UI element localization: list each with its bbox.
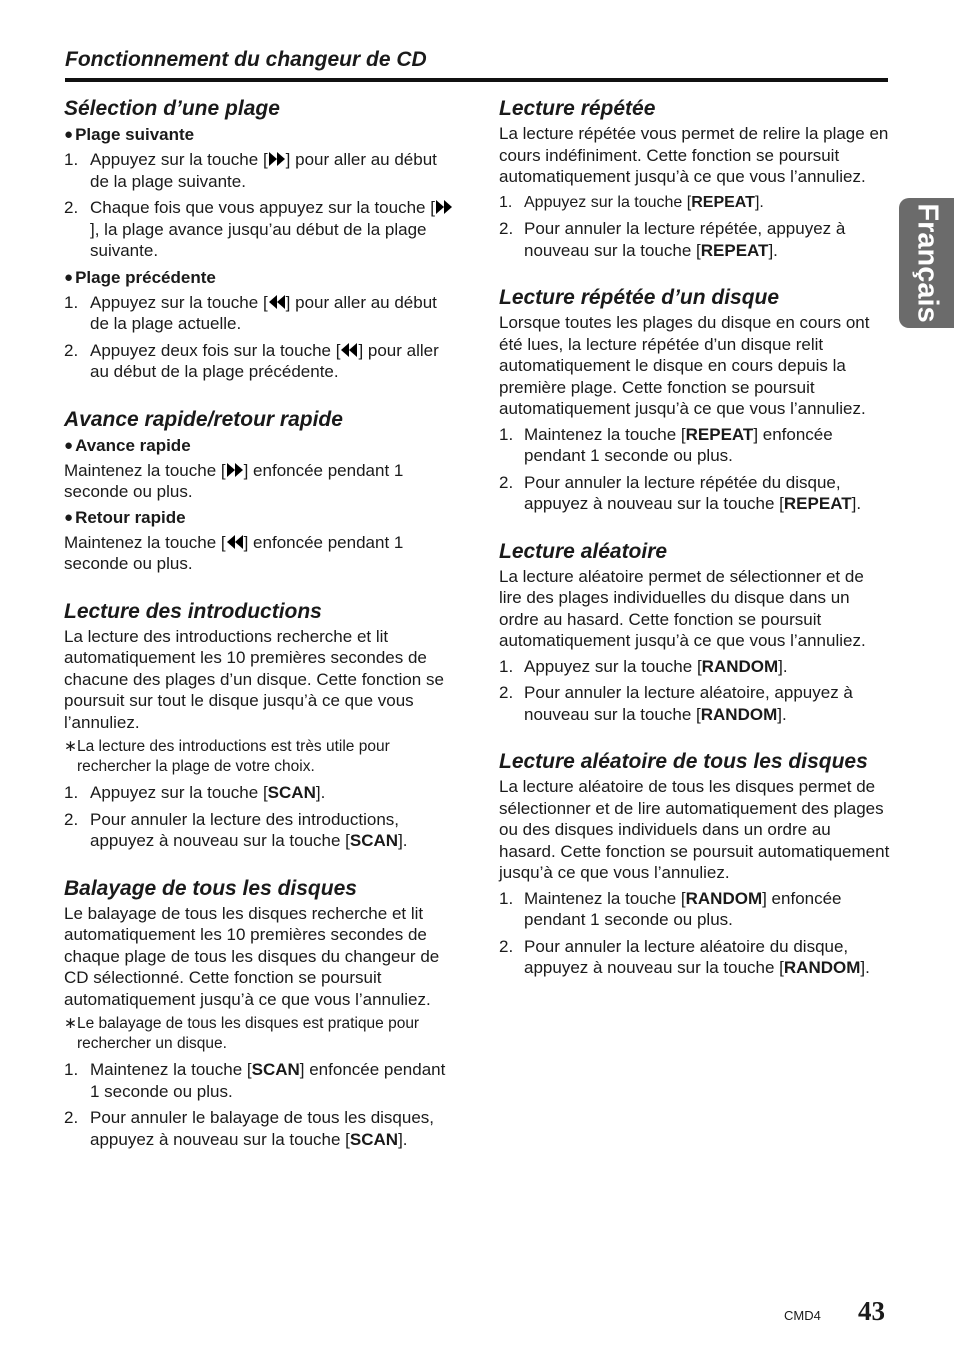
steps-list <box>64 149 456 262</box>
bullet-icon: ● <box>64 126 74 143</box>
key-label: SCAN <box>349 1129 399 1149</box>
list-item: 2. Pour annuler le balayage de tous les disques, appuyez à nouveau sur la touche [SCAN]. <box>64 1108 435 1149</box>
paragraph: La lecture répétée vous permet de relire la plage en cours indéfiniment. Cette fonction se poursuit automatiquement jusqu’à ce que vous l’annuliez. <box>499 124 889 186</box>
section-title: Sélection d’une plage <box>64 97 280 120</box>
section-fast-forward-rewind <box>64 407 456 575</box>
steps-list <box>64 782 456 852</box>
left-column <box>64 96 456 1174</box>
steps-list <box>499 656 891 726</box>
page-number: 43 <box>858 1296 885 1326</box>
section-title: Lecture répétée d’un disque <box>499 286 780 309</box>
section-all-disc-random <box>499 749 891 979</box>
paragraph: La lecture des introductions recherche et lit automatiquement les 10 premières secondes de chacune des plages d’un disque. Cette fonction se poursuit sur tout le disque jusqu’à ce que vous l’annuliez. <box>64 626 444 732</box>
key-label: SCAN <box>349 831 399 850</box>
key-label: SCAN <box>251 1060 300 1079</box>
language-tab-label: Français <box>911 203 943 323</box>
steps-list <box>499 192 891 262</box>
section-title: Lecture des introductions <box>64 599 322 623</box>
list-item: 1. Appuyez sur la touche [RANDOM]. <box>499 656 788 676</box>
key-label: REPEAT <box>685 424 754 444</box>
section-track-selection <box>64 96 456 383</box>
key-label: RANDOM <box>701 656 779 676</box>
section-title: Lecture aléatoire <box>499 539 668 563</box>
steps-list <box>499 888 891 979</box>
subheading-rewind: ● Retour rapide <box>64 507 186 527</box>
section-title: Lecture répétée <box>499 97 656 120</box>
paragraph: La lecture aléatoire de tous les disques permet de sélectionner et de lire automatiquement des plages ou des disques individuels dans un ordre au hasard. Cette fonction se poursuit automatiquement jusqu’à ce que vous l’annuliez. <box>499 777 890 882</box>
list-item: 1. Maintenez la touche [RANDOM] enfoncée pendant 1 seconde ou plus. <box>499 888 842 929</box>
section-disc-repeat <box>499 285 891 515</box>
section-random-play <box>499 539 891 726</box>
rewind-icon <box>226 534 244 550</box>
list-item: 2. Pour annuler la lecture des introductions, appuyez à nouveau sur la touche [SCAN]. <box>64 809 408 850</box>
list-item: 2. Pour annuler la lecture aléatoire du disque, appuyez à nouveau sur la touche [RANDOM]. <box>499 936 870 977</box>
list-item: 1. Maintenez la touche [REPEAT] enfoncée pendant 1 seconde ou plus. <box>499 424 833 465</box>
asterisk-icon: ∗ <box>64 1015 77 1032</box>
section-repeat-play <box>499 96 891 261</box>
model-code: CMD4 <box>784 1308 821 1323</box>
right-column <box>499 96 891 1003</box>
section-intro-play <box>64 599 456 852</box>
note: ∗ Le balayage de tous les disques est pratique pour rechercher un disque. <box>64 1015 420 1052</box>
key-label: REPEAT <box>783 494 852 513</box>
list-item: 2. Chaque fois que vous appuyez sur la touche [], la plage avance jusqu’au début de la plage suivante. <box>64 197 456 262</box>
steps-list <box>64 292 456 383</box>
asterisk-icon: ∗ <box>64 738 77 755</box>
paragraph: Le balayage de tous les disques recherche et lit automatiquement les 10 premières secondes de chaque plage de tous les disques du changeur de CD sélectionné. Cette fonction se poursuit automatiquement jusqu’à ce que vous l’annuliez. <box>64 903 440 1009</box>
language-tab <box>899 198 954 328</box>
section-title: Avance rapide/retour rapide <box>64 407 343 431</box>
list-item: 1. Appuyez sur la touche [ ] pour aller au début de la plage suivante. <box>64 150 437 191</box>
list-item: 2. Pour annuler la lecture aléatoire, appuyez à nouveau sur la touche [RANDOM]. <box>499 683 853 724</box>
bullet-icon: ● <box>64 268 74 286</box>
subheading-next-track: ● Plage suivante <box>64 125 195 144</box>
list-item: 2. Pour annuler la lecture répétée du disque, appuyez à nouveau sur la touche [REPEAT]. <box>499 472 862 513</box>
key-label: RANDOM <box>783 958 861 977</box>
paragraph: Maintenez la touche [ ] enfoncée pendant 1 seconde ou plus. <box>64 460 404 501</box>
bullet-icon: ● <box>64 436 74 454</box>
subheading-fast-forward: ● Avance rapide <box>64 435 191 455</box>
section-disc-scan <box>64 876 456 1151</box>
fast-forward-icon <box>435 199 453 215</box>
paragraph: Lorsque toutes les plages du disque en cours ont été lues, la lecture répétée d’un disque relit automatiquement le disque en cours depuis la première plage. Cette fonction se poursuit automatiquement jusqu’à ce que vous l’annuliez. <box>499 313 870 418</box>
page-header <box>65 46 888 82</box>
key-label: SCAN <box>267 783 316 802</box>
bullet-icon: ● <box>64 508 74 526</box>
rewind-icon <box>340 342 358 358</box>
note: ∗ La lecture des introductions est très utile pour rechercher la plage de votre choix. <box>64 738 390 775</box>
paragraph: Maintenez la touche [ ] enfoncée pendant 1 seconde ou plus. <box>64 532 404 573</box>
list-item: 1. Appuyez sur la touche [SCAN]. <box>64 783 326 802</box>
steps-list <box>64 1059 456 1150</box>
section-title: Lecture aléatoire de tous les disques <box>499 750 868 773</box>
list-item: 2. Pour annuler la lecture répétée, appuyez à nouveau sur la touche [REPEAT]. <box>499 219 846 260</box>
list-item: 1. Appuyez sur la touche [REPEAT]. <box>499 193 764 211</box>
fast-forward-icon <box>226 462 244 478</box>
section-title: Balayage de tous les disques <box>64 876 357 900</box>
rewind-icon <box>268 294 286 310</box>
key-label: REPEAT <box>700 240 769 260</box>
list-item: 2. Appuyez deux fois sur la touche [ ] pour aller au début de la plage précédente. <box>64 340 439 381</box>
page-header-title: Fonctionnement du changeur de CD <box>65 48 427 71</box>
key-label: RANDOM <box>700 704 778 724</box>
key-label: REPEAT <box>691 193 755 211</box>
list-item: 1. Appuyez sur la touche [ ] pour aller au début de la plage actuelle. <box>64 292 437 333</box>
key-label: RANDOM <box>685 888 763 908</box>
paragraph: La lecture aléatoire permet de sélectionner et de lire des plages individuelles du disque dans un ordre au hasard. Cette fonction se poursuit automatiquement jusqu’à ce que vous l’annuliez. <box>499 566 866 650</box>
list-item: 1. Maintenez la touche [SCAN] enfoncée pendant 1 seconde ou plus. <box>64 1060 446 1101</box>
steps-list <box>499 424 891 515</box>
fast-forward-icon <box>268 151 286 167</box>
subheading-previous-track: ● Plage précédente <box>64 267 216 287</box>
